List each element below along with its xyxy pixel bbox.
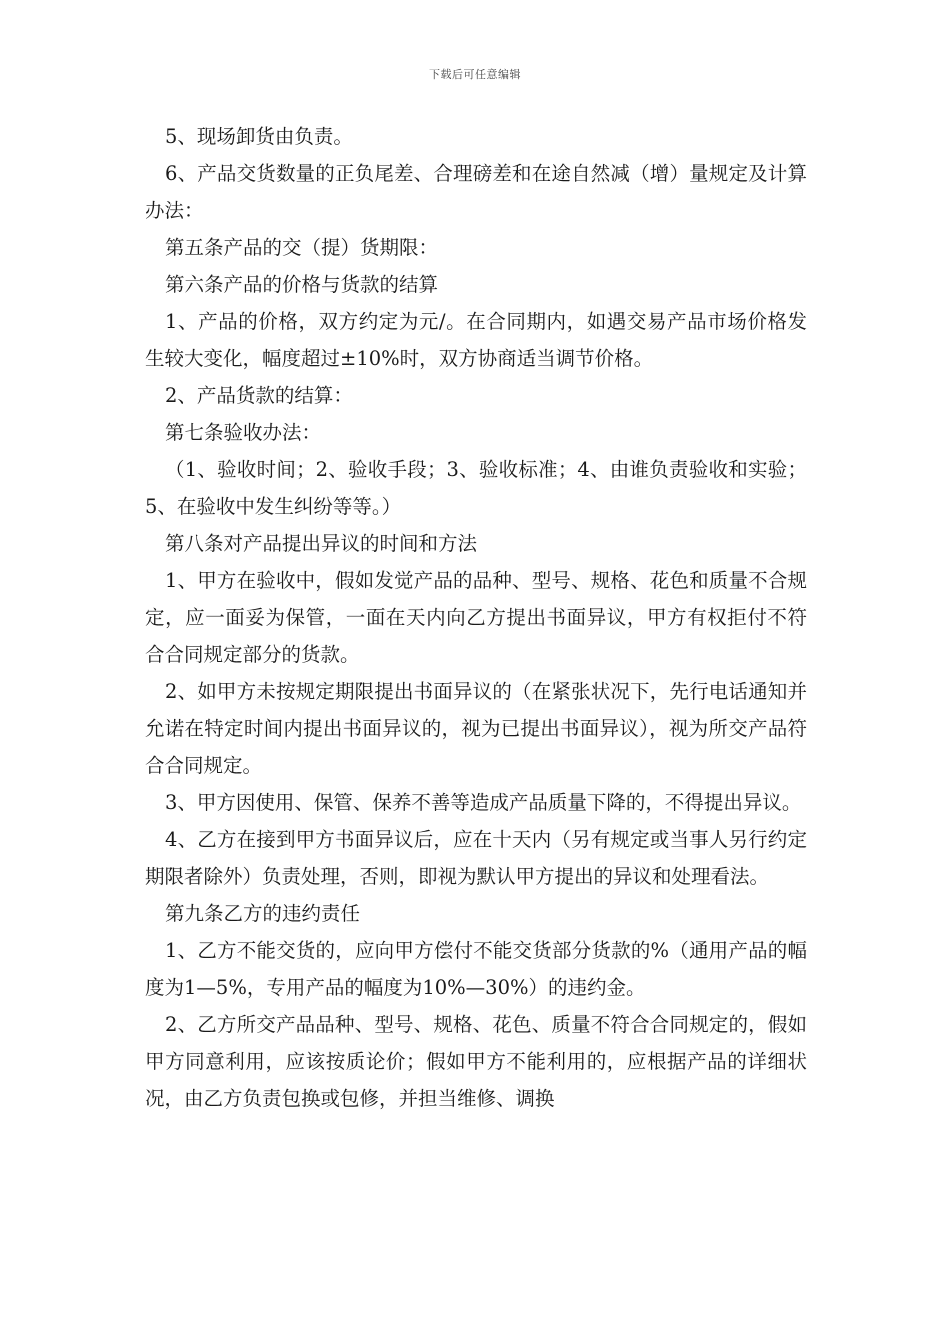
paragraph: 5、现场卸货由负责。 xyxy=(165,125,353,148)
paragraph: 第五条产品的交（提）货期限： xyxy=(165,236,439,259)
paragraph: 2、产品货款的结算： xyxy=(165,384,353,407)
page-header: 下载后可任意编辑 xyxy=(429,68,521,81)
paragraph: 2、乙方所交产品品种、型号、规格、花色、质量不符合合同规定的，假如甲方同意利用，应该按质论价；假如甲方不能利用的，应根据产品的详细状况，由乙方负责包换或包修，并担当维修、调换 xyxy=(145,1013,807,1110)
paragraph: 第七条验收办法： xyxy=(165,421,322,444)
paragraph: 1、乙方不能交货的，应向甲方偿付不能交货部分货款的%（通用产品的幅度为1—5%，专用产品的幅度为10%—30%）的违约金。 xyxy=(145,939,807,999)
paragraph: 2、如甲方未按规定期限提出书面异议的（在紧张状况下，先行电话通知并允诺在特定时间内提出书面异议的，视为已提出书面异议），视为所交产品符合合同规定。 xyxy=(145,680,807,777)
paragraph: （1、验收时间；2、验收手段；3、验收标准；4、由谁负责验收和实验；5、在验收中发生纠纷等等。） xyxy=(145,458,807,518)
paragraph: 第八条对产品提出异议的时间和方法 xyxy=(165,532,478,555)
paragraph: 1、甲方在验收中，假如发觉产品的品种、型号、规格、花色和质量不合规定，应一面妥为保管，一面在天内向乙方提出书面异议，甲方有权拒付不符合合同规定部分的货款。 xyxy=(145,569,807,666)
paragraph: 第六条产品的价格与货款的结算 xyxy=(165,273,439,296)
paragraph: 6、产品交货数量的正负尾差、合理磅差和在途自然减（增）量规定及计算办法： xyxy=(145,162,807,222)
paragraph: 3、甲方因使用、保管、保养不善等造成产品质量下降的，不得提出异议。 xyxy=(165,791,802,814)
paragraph: 4、乙方在接到甲方书面异议后，应在十天内（另有规定或当事人另行约定期限者除外）负责处理，否则，即视为默认甲方提出的异议和处理看法。 xyxy=(145,828,807,888)
document-body xyxy=(145,118,807,1117)
paragraph: 1、产品的价格，双方约定为元/。在合同期内，如遇交易产品市场价格发生较大变化，幅度超过±10%时，双方协商适当调节价格。 xyxy=(145,310,807,370)
paragraph: 第九条乙方的违约责任 xyxy=(165,902,361,925)
